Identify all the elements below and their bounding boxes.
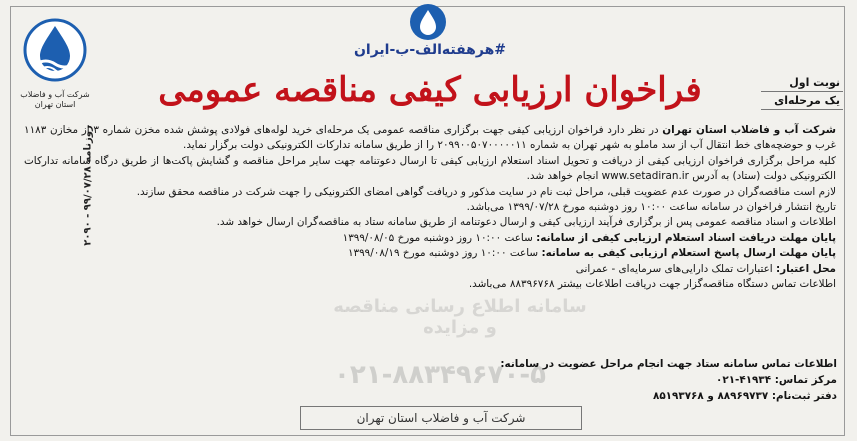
logo-caption-line2: استان تهران	[34, 100, 76, 109]
paragraph-2: کلیه مراحل برگزاری فراخوان ارزیابی کیفی از دریافت و تحویل اسناد استعلام ارزیابی کیفی تا ارسال دعوتنامه جهت سایر مراحل مناقصه و گشایش پاکت‌ها از طریق درگاه سامانه تدارکات الکترونیکی دولت (ستاد) به آدرس www.setadiran.ir انجام خواهد شد.	[24, 154, 836, 183]
paragraph-4: تاریخ انتشار فراخوان در سامانه ساعت ۱۰:۰۰ روز دوشنبه مورخ ۱۳۹۹/۰۷/۲۸ می‌باشد.	[466, 201, 836, 214]
watermark-phone: ۰۲۱-۸۸۳۴۹۶۷۰-۵	[333, 360, 546, 390]
deadline-docs-value: ساعت ۱۰:۰۰ روز دوشنبه مورخ ۱۳۹۹/۰۸/۰۵	[342, 231, 537, 244]
water-drop-logo-icon	[22, 14, 88, 86]
logo-caption-line1: شرکت آب و فاضلاب	[20, 90, 90, 99]
contact-heading: اطلاعات تماس سامانه ستاد جهت انجام مراحل عضویت در سامانه:	[500, 358, 837, 370]
contact-center: مرکز تماس: ۴۱۹۳۴-۰۲۱	[716, 374, 837, 386]
paragraph-5: اطلاعات و اسناد مناقصه عمومی پس از برگزاری فرآیند ارزیابی کیفی و ارسال دعوتنامه از طریق سامانه ستاد به مناقصه‌گران ارسال خواهد شد.	[216, 216, 836, 229]
paragraph-1	[24, 123, 836, 154]
deadline-response-label: پایان مهلت ارسال پاسخ استعلام ارزیابی کیفی به سامانه:	[541, 247, 836, 260]
paragraph-3: لازم است مناقصه‌گران در صورت عدم عضویت قبلی، مراحل ثبت نام در سایت مذکور و دریافت گواهی امضای الکترونیکی را جهت شرکت در مناقصه محقق سازند.	[136, 185, 836, 198]
credit-value: اعتبارات تملک دارایی‌های سرمایه‌ای - عمرانی	[575, 262, 776, 275]
newspaper-side-strip: روزنامه ۹۹/۰۷/۲۸ - ۲۰۹۰	[82, 125, 94, 246]
round-first: نوبت اول	[761, 74, 843, 92]
paragraph-8	[24, 262, 836, 277]
company-logo	[16, 14, 94, 120]
ad-body	[24, 123, 836, 292]
deadline-response-value: ساعت ۱۰:۰۰ روز دوشنبه مورخ ۱۳۹۹/۰۸/۱۹	[347, 247, 542, 260]
water-drop-icon	[408, 2, 448, 42]
round-box	[761, 74, 843, 110]
round-stage: یک مرحله‌ای	[761, 92, 843, 110]
paragraph-1-text: در نظر دارد فراخوان ارزیابی کیفی جهت برگزاری مناقصه عمومی یک مرحله‌ای خرید لوله‌های فولادی پوشش شده مخزن شماره ۳ از مخازن ۱۱۸۳ غرب و حوضچه‌های خط انتقال آب از سد ماملو به شهر تهران به شماره ۲۰۹۹۰۰۵۰۷۰۰۰۰۰۱۱ را از طریق سامانه تدارکات الکترونیکی دولت برگزار نماید.	[24, 124, 836, 152]
page-title: فراخوان ارزیابی کیفی مناقصه عمومی	[158, 70, 702, 110]
credit-label: محل اعتبار:	[776, 262, 836, 275]
deadline-docs-label: پایان مهلت دریافت اسناد استعلام ارزیابی کیفی از سامانه:	[536, 231, 836, 244]
top-emblem	[408, 2, 448, 42]
paragraph-9: اطلاعات تماس دستگاه مناقصه‌گزار جهت دریافت اطلاعات بیشتر ۸۸۳۹۶۷۶۸ می‌باشد.	[468, 278, 836, 291]
contact-info	[357, 356, 837, 404]
watermark-text: سامانه اطلاع رسانی مناقصه و مزایده	[333, 296, 587, 338]
paragraph-7	[24, 246, 836, 261]
company-name: شرکت آب و فاضلاب استان تهران	[662, 124, 836, 136]
footer-company: شرکت آب و فاضلاب استان تهران	[300, 406, 582, 430]
paragraph-6	[24, 231, 836, 246]
hashtag: #هرهفته‌الف-ب-ایران	[353, 42, 507, 58]
contact-office: دفتر ثبت‌نام: ۸۸۹۶۹۷۳۷ و ۸۵۱۹۳۷۶۸	[653, 390, 837, 402]
